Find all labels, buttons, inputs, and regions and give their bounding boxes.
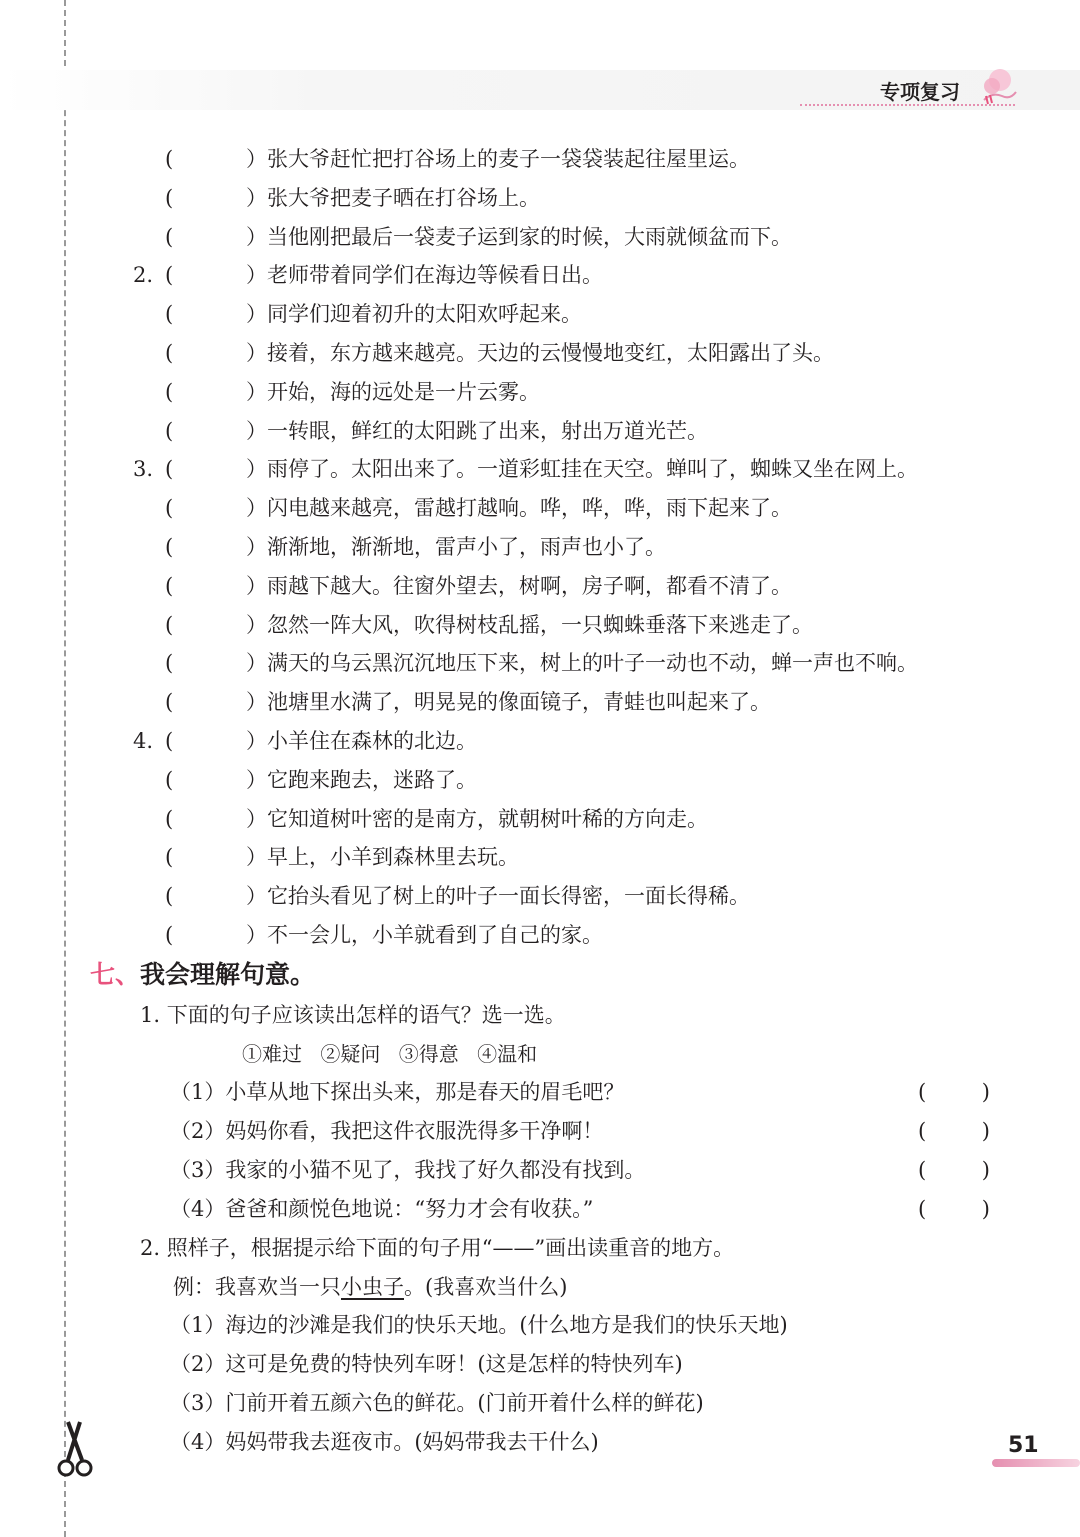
answer-close-paren: ) [981,1158,990,1182]
group-number: 2. [133,263,154,288]
answer-blank-open-paren: ( [165,573,174,598]
tone-question: （4）爸爸和颜悦色地说：“努力才会有收获。” [170,1197,594,1221]
ordering-sentence: ）渐渐地，渐渐地，雷声小了，雨声也小了。 [246,535,666,559]
answer-blank-open-paren: ( [165,379,174,404]
answer-blank-open-paren: ( [165,224,174,249]
tone-options: ①难过 ②疑问 ③得意 ④温和 [242,1042,538,1066]
ordering-sentence: ）池塘里水满了，明晃晃的像面镜子，青蛙也叫起来了。 [246,690,771,715]
example-suffix: 。(我喜欢当什么) [404,1275,568,1299]
stress-question: （3）门前开着五颜六色的鲜花。(门前开着什么样的鲜花) [170,1391,704,1415]
answer-blank-open-paren: ( [165,806,174,831]
answer-blank-open-paren: ( [165,767,174,792]
example-sentence [173,1272,567,1302]
cut-line [64,0,66,1537]
group-number: 3. [133,457,154,482]
ordering-sentence: ）小羊住在森林的北边。 [246,729,477,753]
answer-blank-open-paren: ( [165,845,174,870]
flower-decoration-icon [978,66,1020,108]
stress-question: （1）海边的沙滩是我们的快乐天地。(什么地方是我们的快乐天地) [170,1313,788,1337]
ordering-sentence: ）它跑来跑去，迷路了。 [246,767,477,792]
question-1-prompt: 1. 下面的句子应该读出怎样的语气？选一选。 [140,1003,566,1027]
ordering-sentence: ）张大爷赶忙把打谷场上的麦子一袋袋装起往屋里运。 [246,147,750,171]
ordering-sentence: ）一转眼，鲜红的太阳跳了出来，射出万道光芒。 [246,418,708,443]
section-heading [90,958,315,992]
ordering-sentence: ）接着，东方越来越亮。天边的云慢慢地变红，太阳露出了头。 [246,341,834,365]
scissors-icon [52,1420,100,1480]
page-number: 51 [1008,1433,1039,1458]
ordering-sentence: ）老师带着同学们在海边等候看日出。 [246,263,603,288]
answer-blank-open-paren: ( [165,496,174,521]
answer-blank-open-paren: ( [165,185,174,210]
tone-question: （1）小草从地下探出头来，那是春天的眉毛吧？ [170,1080,625,1104]
answer-open-paren: ( [918,1080,927,1104]
ordering-sentence: ）忽然一阵大风，吹得树枝乱摇，一只蜘蛛垂落下来逃走了。 [246,612,813,637]
question-2-prompt: 2. 照样子，根据提示给下面的句子用“——”画出读重音的地方。 [140,1236,735,1260]
answer-blank-open-paren: ( [165,651,174,676]
ordering-sentence: ）雨越下越大。往窗外望去，树啊，房子啊，都看不清了。 [246,573,792,598]
ordering-sentence: ）闪电越来越亮，雷越打越响。哗，哗，哗，雨下起来了。 [246,496,792,521]
answer-open-paren: ( [918,1158,927,1182]
tone-question: （3）我家的小猫不见了，我找了好久都没有找到。 [170,1158,646,1182]
answer-blank-open-paren: ( [165,341,174,365]
answer-close-paren: ) [981,1080,990,1104]
answer-blank-open-paren: ( [165,302,174,327]
answer-blank-open-paren: ( [165,147,174,171]
ordering-sentence: ）不一会儿，小羊就看到了自己的家。 [246,923,603,947]
ordering-sentence: ）雨停了。太阳出来了。一道彩虹挂在天空。蝉叫了，蜘蛛又坐在网上。 [246,457,918,482]
stress-question: （4）妈妈带我去逛夜市。(妈妈带我去干什么) [170,1430,599,1454]
page-number-bar [992,1459,1080,1467]
answer-blank-open-paren: ( [165,457,174,482]
answer-blank-open-paren: ( [165,263,174,288]
answer-blank-open-paren: ( [165,884,174,909]
answer-close-paren: ) [981,1119,990,1143]
answer-blank-open-paren: ( [165,690,174,715]
example-underlined: 小虫子 [341,1275,404,1299]
ordering-sentence: ）它知道树叶密的是南方，就朝树叶稀的方向走。 [246,806,708,831]
answer-blank-open-paren: ( [165,612,174,637]
ordering-sentence: ）满天的乌云黑沉沉地压下来，树上的叶子一动也不动，蝉一声也不响。 [246,651,918,676]
answer-blank-open-paren: ( [165,923,174,947]
ordering-sentence: ）同学们迎着初升的太阳欢呼起来。 [246,302,582,327]
ordering-sentence: ）早上，小羊到森林里去玩。 [246,845,519,870]
answer-open-paren: ( [918,1119,927,1143]
ordering-sentence: ）它抬头看见了树上的叶子一面长得密，一面长得稀。 [246,884,750,909]
answer-blank-open-paren: ( [165,729,174,753]
stress-question: （2）这可是免费的特快列车呀！(这是怎样的特快列车) [170,1352,683,1376]
answer-close-paren: ) [981,1197,990,1221]
answer-blank-open-paren: ( [165,418,174,443]
ordering-sentence: ）当他刚把最后一袋麦子运到家的时候，大雨就倾盆而下。 [246,224,792,249]
section-number: 七、 [90,960,141,989]
header-title: 专项复习 [880,80,960,104]
group-number: 4. [133,729,154,753]
example-prefix: 例：我喜欢当一只 [173,1275,341,1299]
section-title: 我会理解句意。 [140,960,316,989]
ordering-sentence: ）张大爷把麦子晒在打谷场上。 [246,185,540,210]
answer-blank-open-paren: ( [165,535,174,559]
ordering-sentence: ）开始，海的远处是一片云雾。 [246,379,540,404]
tone-question: （2）妈妈你看，我把这件衣服洗得多干净啊！ [170,1119,604,1143]
answer-open-paren: ( [918,1197,927,1221]
header-divider [800,104,1015,106]
